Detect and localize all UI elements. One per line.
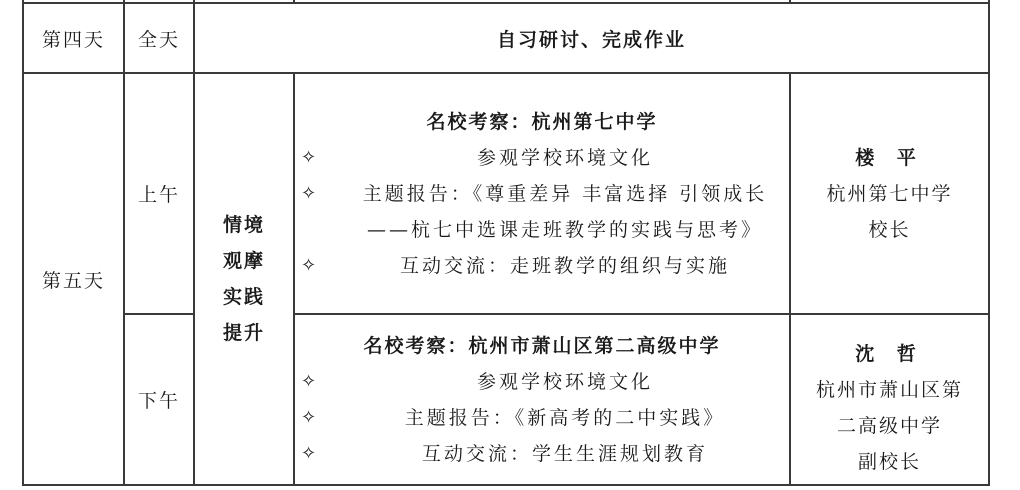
speaker-name: 沈 哲 — [855, 342, 924, 365]
list-item — [295, 248, 789, 284]
item-text: 主题报告：《新高考的二中实践》 — [404, 406, 726, 429]
list-item — [295, 140, 789, 176]
schedule-table — [22, 0, 990, 486]
speaker-affiliation: 杭州市萧山区第 — [815, 378, 963, 401]
day5-afternoon-row — [23, 314, 989, 485]
morning-item-list — [295, 140, 789, 284]
speaker-role: 副校长 — [857, 450, 921, 473]
theme-line: 情境 — [222, 214, 265, 237]
list-item — [295, 364, 789, 400]
sparkle-bullet-icon: ✧ — [300, 254, 320, 276]
day5-afternoon-time-cell: 下午 — [124, 314, 194, 485]
afternoon-topic-cell — [294, 314, 790, 485]
morning-speaker-cell — [790, 73, 989, 314]
day5-morning-time-cell: 上午 — [124, 73, 194, 314]
day4-row — [23, 3, 989, 73]
list-item — [295, 436, 789, 472]
speaker-name: 楼 平 — [855, 146, 924, 169]
list-item — [295, 176, 789, 248]
item-text: 主题报告：《尊重差异 丰富选择 引领成长——杭七中选课走班教学的实践与思考》 — [362, 182, 768, 241]
day4-day-cell: 第四天 — [23, 3, 124, 73]
speaker-role: 校长 — [868, 218, 911, 241]
afternoon-speaker-cell — [790, 314, 989, 485]
theme-line: 观摩 — [222, 250, 265, 273]
sparkle-bullet-icon: ✧ — [300, 442, 320, 464]
afternoon-item-list — [295, 364, 789, 472]
sparkle-bullet-icon: ✧ — [300, 182, 320, 204]
day4-activity-cell: 自习研讨、完成作业 — [194, 3, 989, 73]
speaker-affiliation: 二高级中学 — [836, 414, 942, 437]
day5-morning-row — [23, 73, 989, 314]
day4-time-cell: 全天 — [124, 3, 194, 73]
sparkle-bullet-icon: ✧ — [300, 406, 320, 428]
item-text: 互动交流：走班教学的组织与实施 — [399, 254, 730, 277]
speaker-affiliation: 杭州第七中学 — [826, 182, 953, 205]
item-text: 参观学校环境文化 — [476, 146, 653, 169]
list-item — [295, 400, 789, 436]
morning-topic-cell — [294, 73, 790, 314]
morning-topic-title: 名校考察：杭州第七中学 — [426, 110, 658, 133]
theme-line: 实践 — [222, 286, 265, 309]
item-text: 参观学校环境文化 — [476, 370, 653, 393]
sparkle-bullet-icon: ✧ — [300, 370, 320, 392]
sparkle-bullet-icon: ✧ — [300, 146, 320, 168]
day5-day-cell: 第五天 — [23, 73, 124, 485]
item-text: 互动交流：学生生涯规划教育 — [421, 442, 708, 465]
theme-line: 提升 — [222, 322, 265, 345]
day5-theme-cell — [194, 73, 294, 485]
afternoon-topic-title: 名校考察：杭州市萧山区第二高级中学 — [363, 334, 721, 357]
